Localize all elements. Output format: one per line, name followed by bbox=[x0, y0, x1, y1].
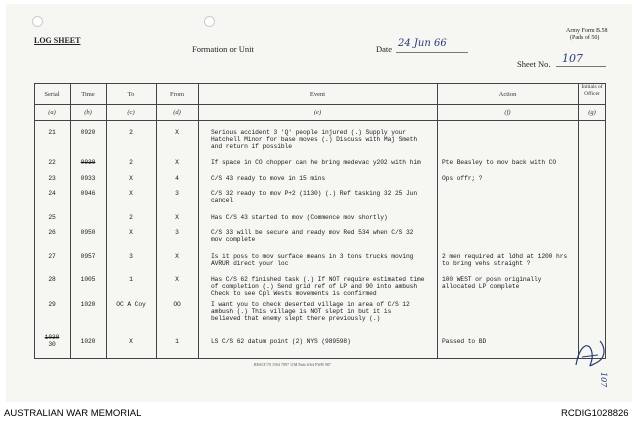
cell-from: 4 bbox=[175, 175, 179, 182]
cell-serial: 21 bbox=[48, 129, 56, 136]
cell-serial: 23 bbox=[48, 175, 56, 182]
event-line: I want you to check deserted village in area of C/S 12 bbox=[211, 301, 410, 308]
action-line: Passed to BD bbox=[442, 338, 487, 345]
col-header-time: Time bbox=[81, 91, 95, 98]
cell-from: 3 bbox=[175, 190, 179, 197]
cell-to: X bbox=[129, 190, 133, 197]
event-line: of completion (.) Send grid ref of LP and 90 into ambush bbox=[211, 283, 418, 291]
col-code-to: (c) bbox=[127, 109, 135, 116]
formation-label: Formation or Unit bbox=[192, 44, 254, 54]
event-line: LS C/S 62 datum point (2) NYS (989598) bbox=[211, 338, 351, 345]
sheet-no-underline bbox=[556, 66, 606, 67]
event-line: and return if possible bbox=[211, 143, 292, 151]
event-line: C/S 43 ready to move in 15 mins bbox=[211, 175, 326, 182]
cell-to: X bbox=[129, 338, 133, 345]
cell-time: 1005 bbox=[80, 276, 96, 283]
event-line: Has C/S 62 finished task (.) If NOT require estimated time bbox=[211, 276, 425, 283]
col-header-from: From bbox=[169, 91, 185, 98]
date-value: 24 Jun 66 bbox=[398, 38, 447, 49]
cell-from: X bbox=[175, 253, 179, 260]
sheet-title: LOG SHEET bbox=[34, 36, 81, 45]
cell-to: 3 bbox=[129, 253, 133, 260]
cell-from: X bbox=[175, 159, 179, 166]
col-header-serial: Serial bbox=[44, 91, 60, 98]
event-line: Check to see Cpl Wests movements is confirmed bbox=[211, 290, 377, 298]
event-line: cancel bbox=[211, 197, 234, 205]
cell-to: 2 bbox=[129, 214, 133, 221]
event-line: C/S 33 will be secure and ready mov Red 534 when C/S 32 bbox=[211, 229, 414, 236]
cell-serial: 29 bbox=[48, 301, 56, 308]
cell-from: X bbox=[175, 214, 179, 221]
col-code-initials: (g) bbox=[588, 109, 596, 116]
cell-serial: 25 bbox=[48, 214, 56, 221]
serial-corrected: 30 bbox=[48, 341, 56, 348]
cell-to: OC A Coy bbox=[116, 301, 146, 308]
col-code-time: (b) bbox=[84, 109, 92, 116]
event-line: Is it poss to mov surface means in 3 tons trucks moving bbox=[211, 253, 414, 260]
cell-from: X bbox=[175, 276, 179, 283]
col-code-action: (f) bbox=[504, 109, 511, 116]
col-header-initials: Initials of Officer bbox=[581, 84, 603, 97]
action-line: 100 WEST or posn originally bbox=[442, 276, 542, 283]
margin-note: 107 bbox=[599, 372, 608, 388]
cell-to: X bbox=[129, 175, 133, 182]
col-code-from: (d) bbox=[173, 109, 181, 116]
cell-time: 0930 bbox=[80, 159, 96, 166]
punch-hole-left bbox=[32, 16, 43, 27]
event-line: Has C/S 43 started to mov (Commence mov shortly) bbox=[211, 214, 388, 221]
action-line: allocated LP complete bbox=[442, 283, 520, 291]
punch-hole-right bbox=[204, 16, 215, 27]
pads-note: (Pads of 50) bbox=[570, 35, 600, 41]
column-divider bbox=[437, 83, 438, 358]
cell-to: X bbox=[129, 229, 133, 236]
event-line: Hatchell Minor for base moves (.) Discuss with Maj Smeth bbox=[211, 136, 418, 144]
event-line: mov complete bbox=[211, 236, 256, 244]
event-line: believed that enemy slept there previously (.) bbox=[211, 315, 381, 323]
sheet-no-value: 107 bbox=[562, 52, 583, 65]
date-underline bbox=[396, 52, 468, 53]
event-line: ambush (.) This village is NOT slept in but it is bbox=[211, 308, 392, 316]
print-note: RESLT/70 1594 7897 11M Pads 6/64 FWB 987 bbox=[254, 362, 331, 367]
action-line: 2 men required at ldhd at 1200 hrs bbox=[442, 253, 568, 260]
cell-serial: 24 bbox=[48, 190, 56, 197]
cell-time: 0920 bbox=[80, 129, 96, 136]
event-line: AVRUR direct your loc bbox=[211, 260, 289, 268]
cell-from: 1 bbox=[175, 338, 179, 345]
col-code-event: (e) bbox=[313, 109, 322, 116]
action-line: to bring vehs straight ? bbox=[442, 260, 531, 268]
header-divider bbox=[34, 104, 606, 105]
event-line: C/S 32 ready to mov P+2 (1130) (.) Ref tasking 32 25 Jun bbox=[211, 190, 418, 197]
cell-to: 1 bbox=[129, 276, 133, 283]
cell-time: 0950 bbox=[80, 229, 96, 236]
column-divider bbox=[70, 83, 71, 358]
column-divider bbox=[198, 83, 199, 358]
footer-record-id: RCDIG1028826 bbox=[561, 408, 629, 419]
cell-serial: 22 bbox=[48, 159, 56, 166]
column-divider bbox=[578, 83, 579, 358]
cell-serial: 28 bbox=[48, 276, 56, 283]
code-row-divider bbox=[34, 120, 606, 121]
action-line: Pte Beasley to mov back with CO bbox=[442, 159, 557, 166]
cell-to: 2 bbox=[129, 159, 133, 166]
column-divider bbox=[605, 83, 606, 358]
serial-struck: 1030 bbox=[44, 334, 60, 341]
cell-to: 2 bbox=[129, 129, 133, 136]
cell-serial bbox=[34, 334, 70, 348]
officer-initials-scribble bbox=[570, 335, 610, 375]
cell-time: 0933 bbox=[80, 175, 96, 182]
cell-serial: 26 bbox=[48, 229, 56, 236]
army-form-label: Army Form B.58 bbox=[566, 28, 608, 34]
footer-archive-name: AUSTRALIAN WAR MEMORIAL bbox=[4, 408, 142, 419]
cell-time: 1020 bbox=[80, 301, 96, 308]
col-header-to: To bbox=[127, 91, 135, 98]
sheet-no-label: Sheet No. bbox=[517, 59, 551, 69]
cell-from: 3 bbox=[175, 229, 179, 236]
event-line: Serious accident 3 'Q' people injured (.) Supply your bbox=[211, 129, 406, 136]
col-header-event: Event bbox=[309, 91, 326, 98]
action-line: Ops offr; ? bbox=[442, 175, 483, 182]
cell-time: 1020 bbox=[80, 338, 96, 345]
col-header-action: Action bbox=[498, 91, 517, 98]
cell-from: X bbox=[175, 129, 179, 136]
cell-time: 0957 bbox=[80, 253, 96, 260]
cell-from: OO bbox=[173, 301, 181, 308]
table-top-border bbox=[34, 83, 606, 84]
table-bottom-border bbox=[34, 358, 606, 359]
cell-serial: 27 bbox=[48, 253, 56, 260]
col-code-serial: (a) bbox=[48, 109, 56, 116]
date-label: Date bbox=[376, 44, 393, 54]
cell-time: 0946 bbox=[80, 190, 96, 197]
event-line: If space in CO chopper can he bring medevac y202 with him bbox=[211, 159, 421, 166]
